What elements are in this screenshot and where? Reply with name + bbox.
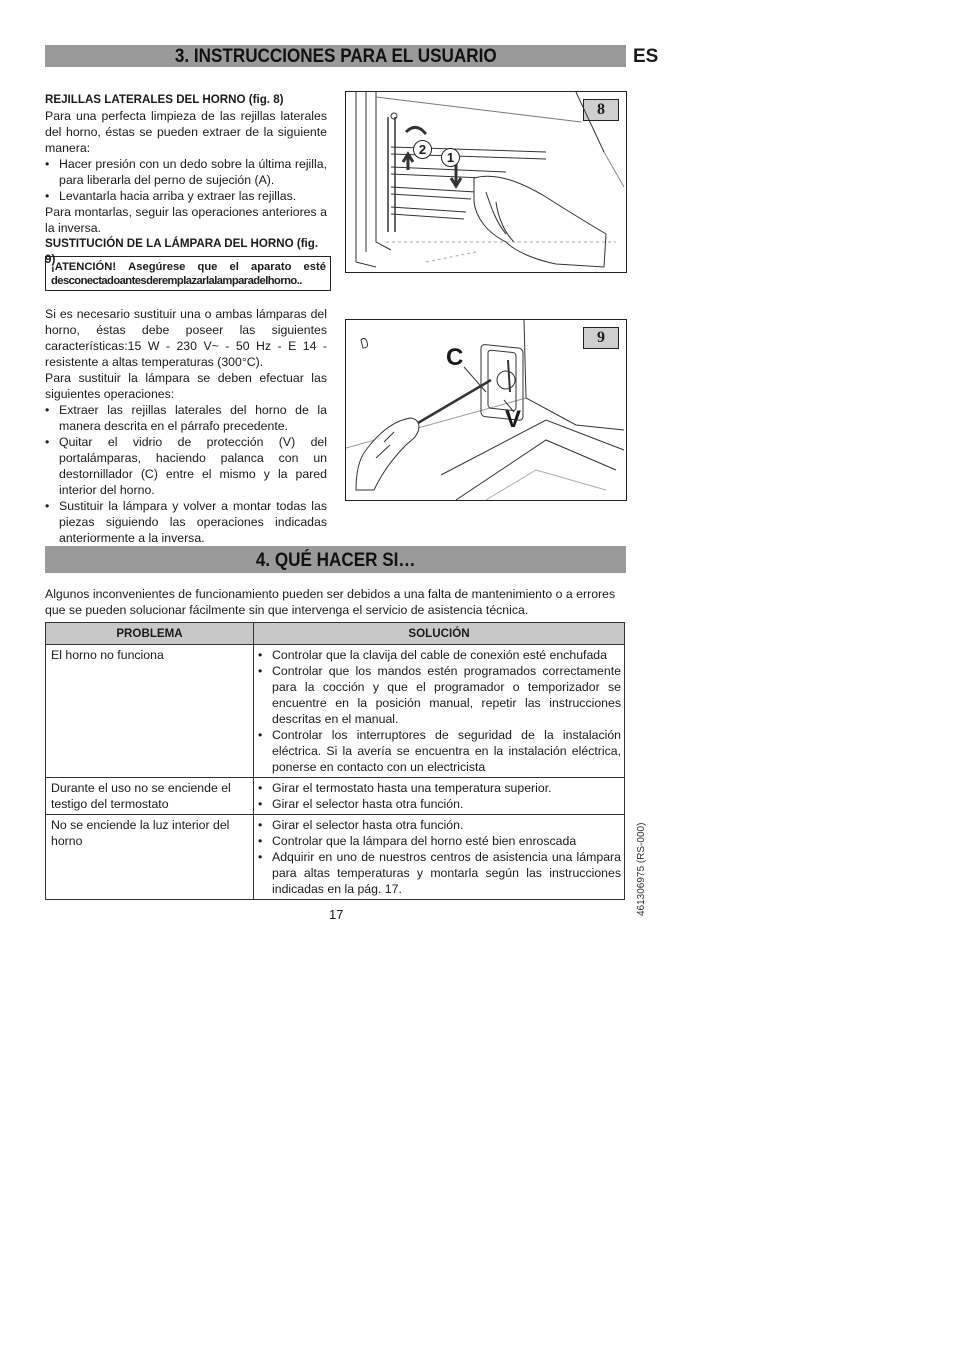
list-item: • Levantarla hacia arriba y extraer las rejillas.: [45, 188, 327, 204]
list-item: • Girar el termostato hasta una temperatura superior.: [258, 780, 621, 796]
problem-cell: Durante el uso no se enciende el testigo del termostato: [46, 778, 254, 815]
figure-8-illustration: [346, 92, 626, 272]
racks-section: [45, 92, 327, 236]
warning-word: aparato: [251, 261, 292, 273]
table-row: [46, 778, 625, 815]
list-item: • Hacer presión con un dedo sobre la última rejilla, para liberarla del perno de sujeción (A).: [45, 156, 327, 188]
warning-word: que: [197, 261, 218, 273]
table-header-row: [46, 623, 625, 645]
racks-outro: Para montarlas, seguir las operaciones anteriores a la inversa.: [45, 205, 327, 235]
callout-V: V: [505, 406, 522, 433]
figure-8-number: 8: [583, 99, 619, 121]
figure-8: [345, 91, 627, 273]
warning-word: esté: [303, 261, 326, 273]
language-label: ES: [633, 46, 659, 67]
racks-intro: Para una perfecta limpieza de las rejillas laterales del horno, éstas se pueden extraer de la siguiente manera:: [45, 109, 327, 155]
section-3-title-bar: [45, 45, 626, 67]
list-item: • Girar el selector hasta otra función.: [258, 817, 621, 833]
list-item: • Controlar que los mandos estén programados correctamente para la cocción y que el programador o temporizador se encuentre en la posición manual, repetir las instrucciones descritas en el manual.: [258, 663, 621, 727]
list-item: • Sustituir la lámpara y volver a montar todas las piezas siguiendo las operaciones indicadas anteriormente a la inversa.: [45, 498, 327, 546]
section-4-intro: Algunos inconvenientes de funcionamiento pueden ser debidos a una falta de mantenimiento o a errores que se pueden solucionar fácilmente sin que intervenga el servicio de asistencia técnica.: [45, 587, 616, 617]
figure-9: [345, 319, 627, 501]
lamp-para-2: Para sustituir la lámpara se deben efectuar las siguientes operaciones:: [45, 371, 327, 401]
column-header-problem: PROBLEMA: [46, 623, 254, 645]
list-item: • Controlar los interruptores de seguridad de la instalación eléctrica. Si la avería se encuentra en la instalación eléctrica, ponerse en contacto con un electricista: [258, 727, 621, 775]
figure-9-number: 9: [583, 327, 619, 349]
warning-line-1: [51, 260, 330, 274]
troubleshooting-table: [45, 622, 625, 900]
section-4-title-bar: [45, 546, 626, 573]
list-item: • Controlar que la clavija del cable de conexión esté enchufada: [258, 647, 621, 663]
problem-cell: El horno no funciona: [46, 645, 254, 778]
solution-cell: [254, 815, 625, 900]
list-item: • Extraer las rejillas laterales del horno de la manera descrita en el párrafo precedente.: [45, 402, 327, 434]
table-row: [46, 645, 625, 778]
list-item: • Adquirir en uno de nuestros centros de asistencia una lámpara para altas temperaturas y montarla según las instrucciones indicadas en la pág. 17.: [258, 849, 621, 897]
page-number: 17: [329, 907, 344, 922]
racks-steps: [45, 156, 327, 204]
lamp-heading: SUSTITUCIÓN DE LA LÁMPARA DEL HORNO (fig. 9): [45, 237, 319, 266]
list-item: • Girar el selector hasta otra función.: [258, 796, 621, 812]
table-row: [46, 815, 625, 900]
list-item: • Controlar que la lámpara del horno esté bien enroscada: [258, 833, 621, 849]
column-header-solution: SOLUCIÓN: [254, 623, 625, 645]
list-item: • Quitar el vidrio de protección (V) del portalámparas, haciendo palanca con un destornillador (C) entre el mismo y la pared interior del horno.: [45, 434, 327, 498]
lamp-section: [45, 306, 327, 546]
document-code: 461306975 (RS-000): [636, 822, 647, 916]
warning-word: el: [229, 261, 239, 273]
warning-word: ¡ATENCIÓN!: [51, 261, 117, 273]
warning-box: [45, 256, 331, 291]
lamp-para-1: Si es necesario sustituir una o ambas lámparas del horno, éstas debe poseer las siguientes características:15 W - 230 V~ - 50 Hz - E 14 - resistente a altas temperaturas (300°C).: [45, 307, 327, 369]
figure-9-illustration: [346, 320, 626, 500]
callout-1: 1: [441, 148, 460, 167]
callout-C: C: [446, 344, 464, 371]
lamp-steps: [45, 402, 327, 546]
warning-word: Asegúrese: [128, 261, 186, 273]
problem-cell: No se enciende la luz interior del horno: [46, 815, 254, 900]
section-3-title: 3. INSTRUCCIONES PARA EL USUARIO: [174, 46, 497, 67]
solution-cell: [254, 645, 625, 778]
racks-heading: REJILLAS LATERALES DEL HORNO (fig. 8): [45, 93, 284, 106]
solution-cell: [254, 778, 625, 815]
callout-2: 2: [413, 140, 432, 159]
section-4-title: 4. QUÉ HACER SI…: [255, 550, 416, 571]
warning-line-2: desconectadoantesderemplazarlalamparadelhorno..: [51, 275, 302, 287]
